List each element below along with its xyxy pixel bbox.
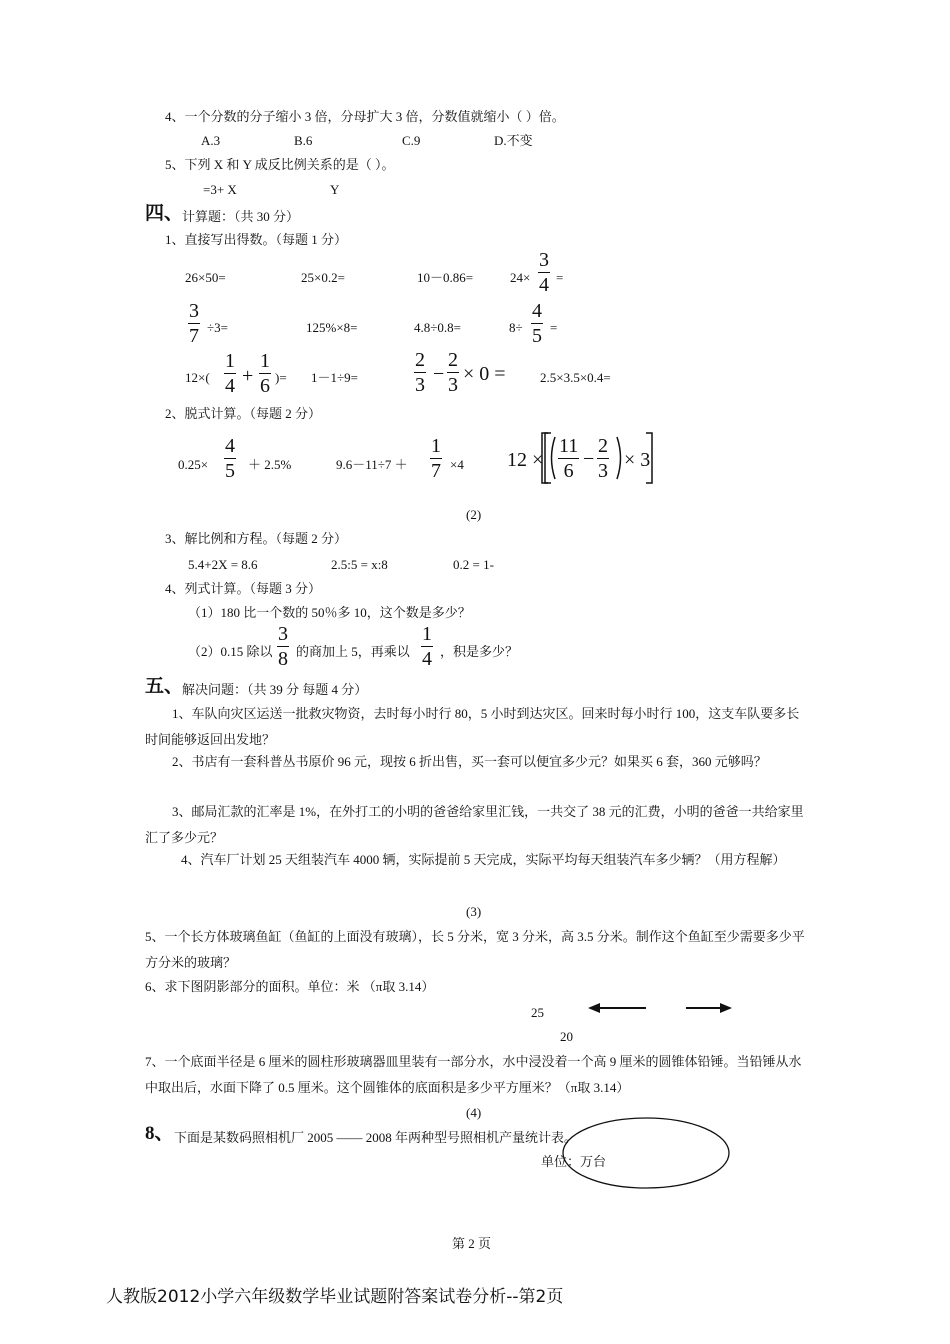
calc-r3-plus: +	[242, 365, 254, 387]
fraction-2-3-b: 2 3	[448, 349, 458, 396]
problem-3: 3、邮局汇款的汇率是 1%，在外打工的小明的爸爸给家里汇钱，一共交了 38 元的汇费，小明的爸爸一共给家里汇了多少元？	[145, 804, 804, 845]
problem-1: 1、车队向灾区运送一批救灾物资，去时每小时行 80，5 小时到达灾区。回来时每小时行 100，这支车队要多长时间能够返回出发地？	[145, 706, 800, 747]
unit-label: 单位：万台	[541, 1154, 607, 1169]
calc-r3-2: 1－1÷9=	[311, 370, 358, 385]
calc-r2-3: 4.8÷0.8=	[414, 320, 461, 335]
fraction-1-4: 1 4	[225, 350, 235, 397]
step-calc-a1: 0.25×	[178, 457, 209, 472]
page-marker-3: (3)	[466, 904, 482, 919]
option-d: D.不变	[494, 133, 533, 148]
fraction-11-6: 11 6	[559, 435, 579, 482]
figure-arrows	[586, 1000, 736, 1016]
calc-r2-2: 125%×8=	[306, 320, 358, 335]
step-calc-b2: ×4	[450, 457, 464, 472]
calc-r3-4: 2.5×3.5×0.4=	[540, 370, 611, 385]
calc-r1-2: 25×0.2=	[301, 270, 345, 285]
problem-4: 4、汽车厂计划 25 天组装汽车 4000 辆，实际提前 5 天完成，实际平均每天组装汽车多少辆？（用方程解）	[181, 852, 786, 867]
q3-item5-text: 5、下列 X 和 Y 成反比例关系的是（ ）。	[165, 157, 395, 172]
q3-item5-expr-b: Y	[330, 182, 340, 197]
calc-r1-3: 10－0.86=	[417, 270, 474, 285]
q3-item4-text: 4、一个分数的分子缩小 3 倍，分母扩大 3 倍，分数值就缩小（ ）倍。	[165, 109, 565, 124]
calc-r2-1: ÷3=	[207, 320, 228, 335]
step-calc-c2: −	[583, 448, 595, 470]
fraction-1-6: 1 6	[260, 350, 270, 397]
fraction-3-7: 3 7	[189, 300, 199, 347]
fraction-4-5-b: 4 5	[225, 435, 235, 482]
equation-1: 5.4+2X = 8.6	[188, 557, 258, 572]
section-4-title: 计算题：（共 30 分）	[182, 209, 300, 224]
calc-r2-4-eq: =	[550, 320, 558, 335]
calc-r3-1a: 12×(	[185, 370, 210, 385]
page-number: 第 2 页	[452, 1236, 492, 1251]
fraction-4-5: 4 5	[532, 300, 542, 347]
part-1-title: 1、直接写出得数。（每题 1 分）	[165, 232, 348, 247]
problem-8-number: 8、	[145, 1123, 174, 1144]
part-3-title: 3、解比例和方程。（每题 2 分）	[165, 531, 348, 546]
page-marker-4: (4)	[466, 1105, 482, 1120]
option-c: C.9	[402, 133, 421, 148]
calc-r3-minus: −	[433, 363, 445, 385]
part-2-title: 2、脱式计算。（每题 2 分）	[165, 406, 322, 421]
ellipse-annotation	[560, 1115, 732, 1191]
document-title: 人教版2012小学六年级数学毕业试题附答案试卷分析--第2页	[106, 1287, 564, 1307]
calc-r1-4-eq: =	[556, 270, 564, 285]
step-calc-a2: ＋ 2.5%	[248, 457, 292, 472]
fraction-1-4-b: 1 4	[422, 623, 432, 670]
section-5-title: 解决问题：（共 39 分 每题 4 分）	[182, 682, 368, 697]
q3-item5-expr-a: =3+ X	[203, 182, 237, 197]
part-4-title: 4、列式计算。（每题 3 分）	[165, 581, 322, 596]
figure-label-25: 25	[531, 1005, 544, 1020]
figure-label-20: 20	[560, 1029, 573, 1044]
section-4-heading: 四、	[145, 203, 184, 224]
fraction-2-3-a: 2 3	[415, 349, 425, 396]
calc-r1-4: 24×	[510, 270, 531, 285]
problem-5: 5、一个长方体玻璃鱼缸（鱼缸的上面没有玻璃），长 5 分米，宽 3 分米，高 3.5 分米。制作这个鱼缸至少需要多少平方分米的玻璃？	[145, 929, 805, 970]
calc-r3-1b: )=	[275, 370, 287, 385]
fraction-1-7: 1 7	[431, 435, 441, 482]
fraction-2-3-c: 2 3	[598, 435, 608, 482]
section-5-heading: 五、	[145, 676, 184, 697]
calc-r2-4: 8÷	[509, 320, 523, 335]
step-calc-b1: 9.6－11÷7 ＋	[336, 457, 408, 472]
step-calc-c3: × 3	[624, 449, 651, 471]
equation-2: 2.5:5 = x:8	[331, 557, 388, 572]
option-b: B.6	[294, 133, 313, 148]
word-calc-2a: （2）0.15 除以	[188, 644, 273, 659]
problem-7: 7、一个底面半径是 6 厘米的圆柱形玻璃器皿里装有一部分水，水中浸没着一个高 9 厘米的圆锥体铅锤。当铅锤从水中取出后，水面下降了 0.5 厘米。这个圆锥体的底面积是多少平方厘米？（π取 3.14）	[145, 1054, 802, 1095]
problem-2: 2、书店有一套科普丛书原价 96 元，现按 6 折出售，买一套可以便宜多少元？如果买 6 套，360 元够吗？	[172, 754, 767, 769]
problem-8-text: 下面是某数码照相机厂 2005 —— 2008 年两种型号照相机产量统计表。	[174, 1130, 578, 1145]
equation-3: 0.2 = 1-	[453, 557, 494, 572]
word-calc-2b: 的商加上 5，再乘以	[296, 644, 410, 659]
fraction-3-4: 3 4	[539, 249, 549, 296]
calc-r1-1: 26×50=	[185, 270, 226, 285]
step-calc-c1: 12 ×	[507, 449, 544, 471]
problem-6: 6、求下图阴影部分的面积。单位：米 （π取 3.14）	[145, 979, 435, 994]
word-calc-1: （1）180 比一个数的 50％多 10，这个数是多少？	[188, 605, 471, 620]
option-a: A.3	[201, 133, 221, 148]
word-calc-2c: ，积是多少？	[440, 644, 519, 659]
page-marker-2: (2)	[466, 507, 482, 522]
fraction-3-8: 3 8	[278, 623, 288, 670]
calc-r3-times-zero: × 0 =	[463, 363, 506, 385]
